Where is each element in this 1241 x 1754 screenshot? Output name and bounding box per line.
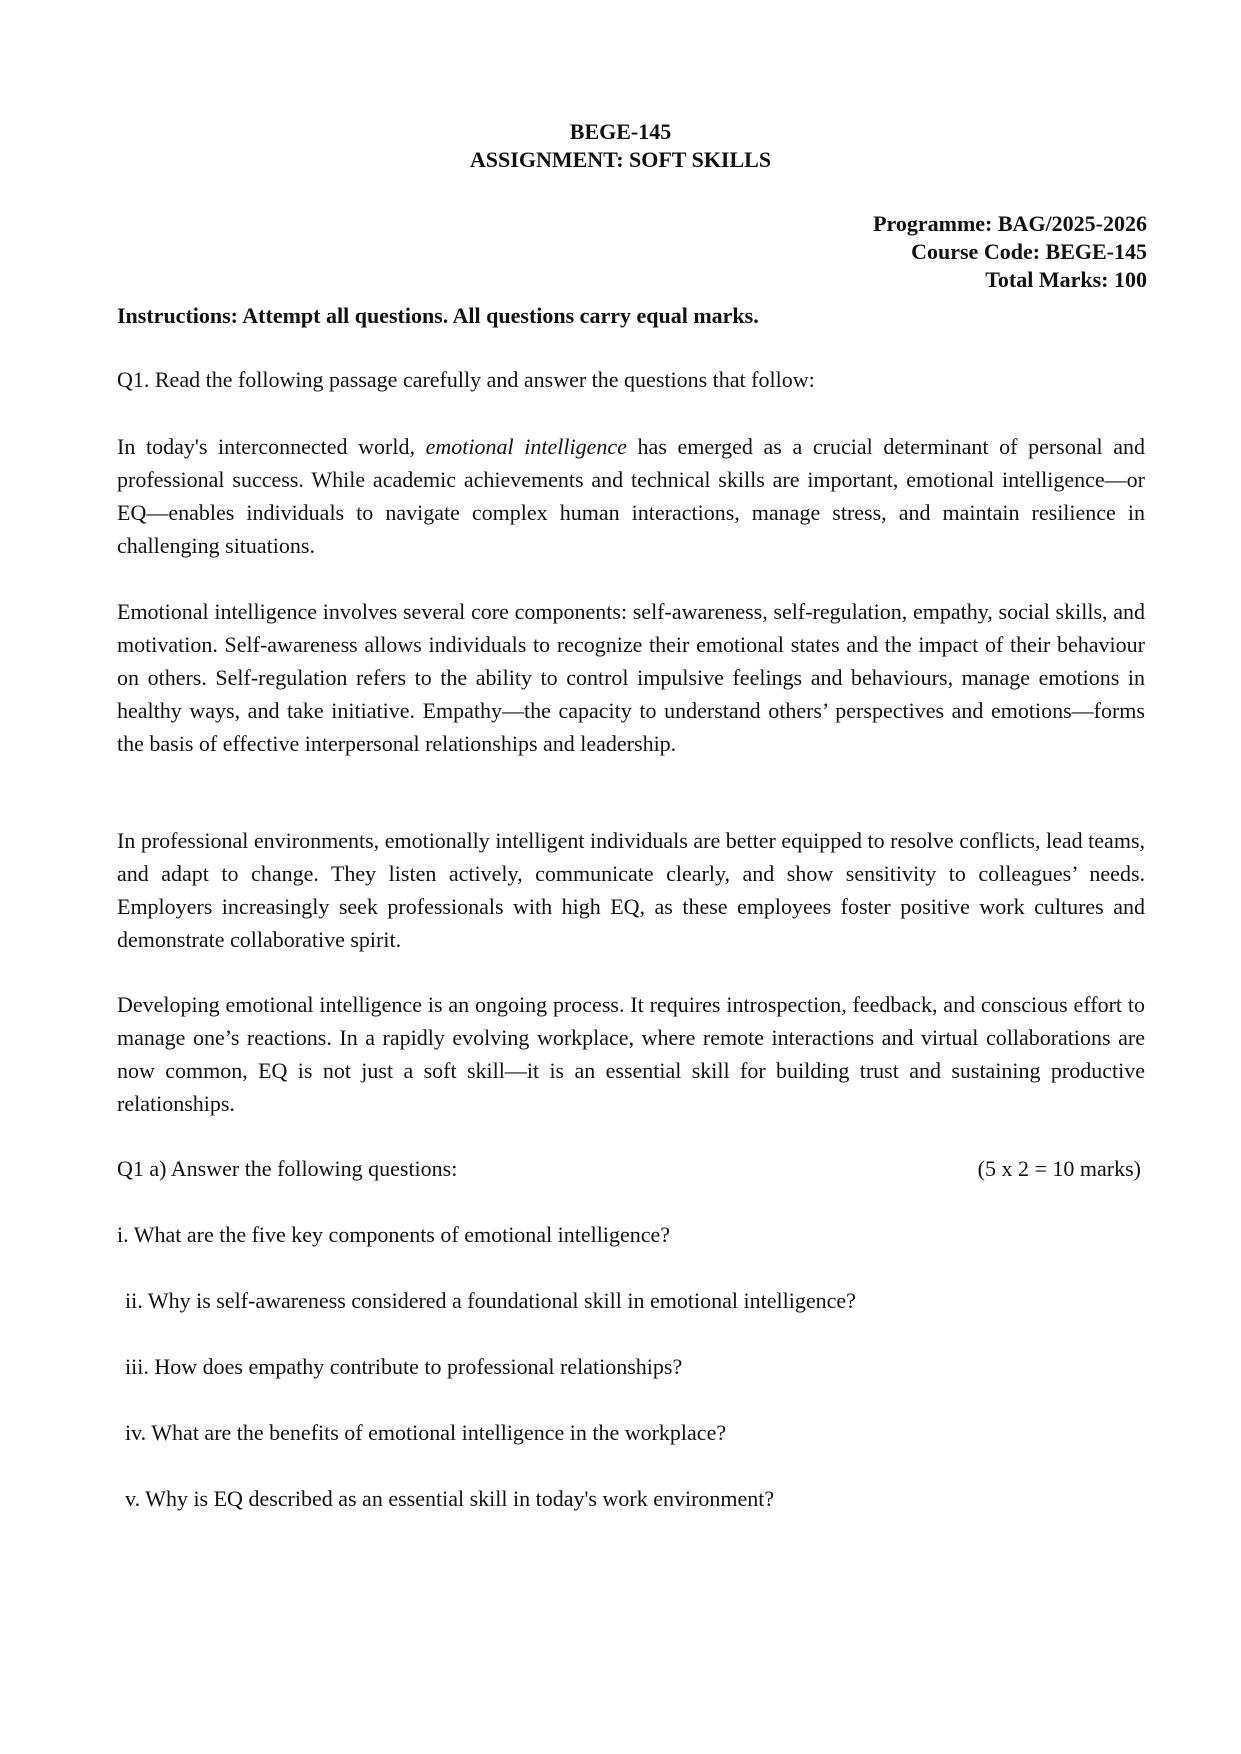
- instructions: Instructions: Attempt all questions. All questions carry equal marks.: [117, 303, 759, 328]
- passage-paragraph-2: Emotional intelligence involves several core components: self-awareness, self-regulation, empathy, social skills, and motivation. Self-awareness allows individuals to recognize their emotional states and the impact of their behaviour on others. Self-regulation refers to the ability to control impulsive feelings and behaviours, manage emotions in healthy ways, and take initiative. Empathy—the capacity to understand others’ perspectives and emotions—forms the basis of effective interpersonal relationships and leadership.: [117, 599, 1145, 756]
- passage-paragraph-4: Developing emotional intelligence is an ongoing process. It requires introspection, feedback, and conscious effort to manage one’s reactions. In a rapidly evolving workplace, where remote interactions and virtual collaborations are now common, EQ is not just a soft skill—it is an essential skill for building trust and sustaining productive relationships.: [117, 992, 1145, 1116]
- course-code-label: Course Code: BEGE-145: [911, 239, 1147, 264]
- question-item: v. Why is EQ described as an essential skill in today's work environment?: [125, 1486, 775, 1511]
- passage-p1-end: has emerged as a crucial determinant of personal and professional success. While academic achievements and technical skills are important, emotional intelligence—or EQ—enables individuals to navigate complex human interactions, manage stress, and maintain resilience in challenging situations.: [117, 434, 1146, 558]
- question-item: iii. How does empathy contribute to professional relationships?: [125, 1354, 683, 1379]
- passage-p1-start: In today's interconnected world,: [117, 434, 426, 459]
- course-code-heading: BEGE-145: [569, 119, 672, 144]
- question-item: ii. Why is self-awareness considered a foundational skill in emotional intelligence?: [125, 1288, 856, 1313]
- q1-prompt: Q1. Read the following passage carefully and answer the questions that follow:: [117, 367, 815, 392]
- q1a-label: Q1 a) Answer the following questions:: [117, 1156, 458, 1181]
- emphasis-emotional-intelligence: emotional intelligence: [425, 434, 627, 459]
- total-marks-label: Total Marks: 100: [985, 267, 1147, 292]
- question-item: i. What are the five key components of emotional intelligence?: [117, 1222, 671, 1247]
- question-item: iv. What are the benefits of emotional intelligence in the workplace?: [125, 1420, 727, 1445]
- programme-label: Programme: BAG/2025-2026: [873, 211, 1147, 236]
- passage-paragraph-3: In professional environments, emotionally intelligent individuals are better equipped to resolve conflicts, lead teams, and adapt to change. They listen actively, communicate clearly, and show sensitivity to colleagues’ needs. Employers increasingly seek professionals with high EQ, as these employees foster positive work cultures and demonstrate collaborative spirit.: [117, 828, 1145, 952]
- assignment-title: ASSIGNMENT: SOFT SKILLS: [469, 147, 772, 172]
- passage-paragraph-1: [117, 430, 1145, 562]
- q1a-marks: (5 x 2 = 10 marks): [977, 1156, 1141, 1181]
